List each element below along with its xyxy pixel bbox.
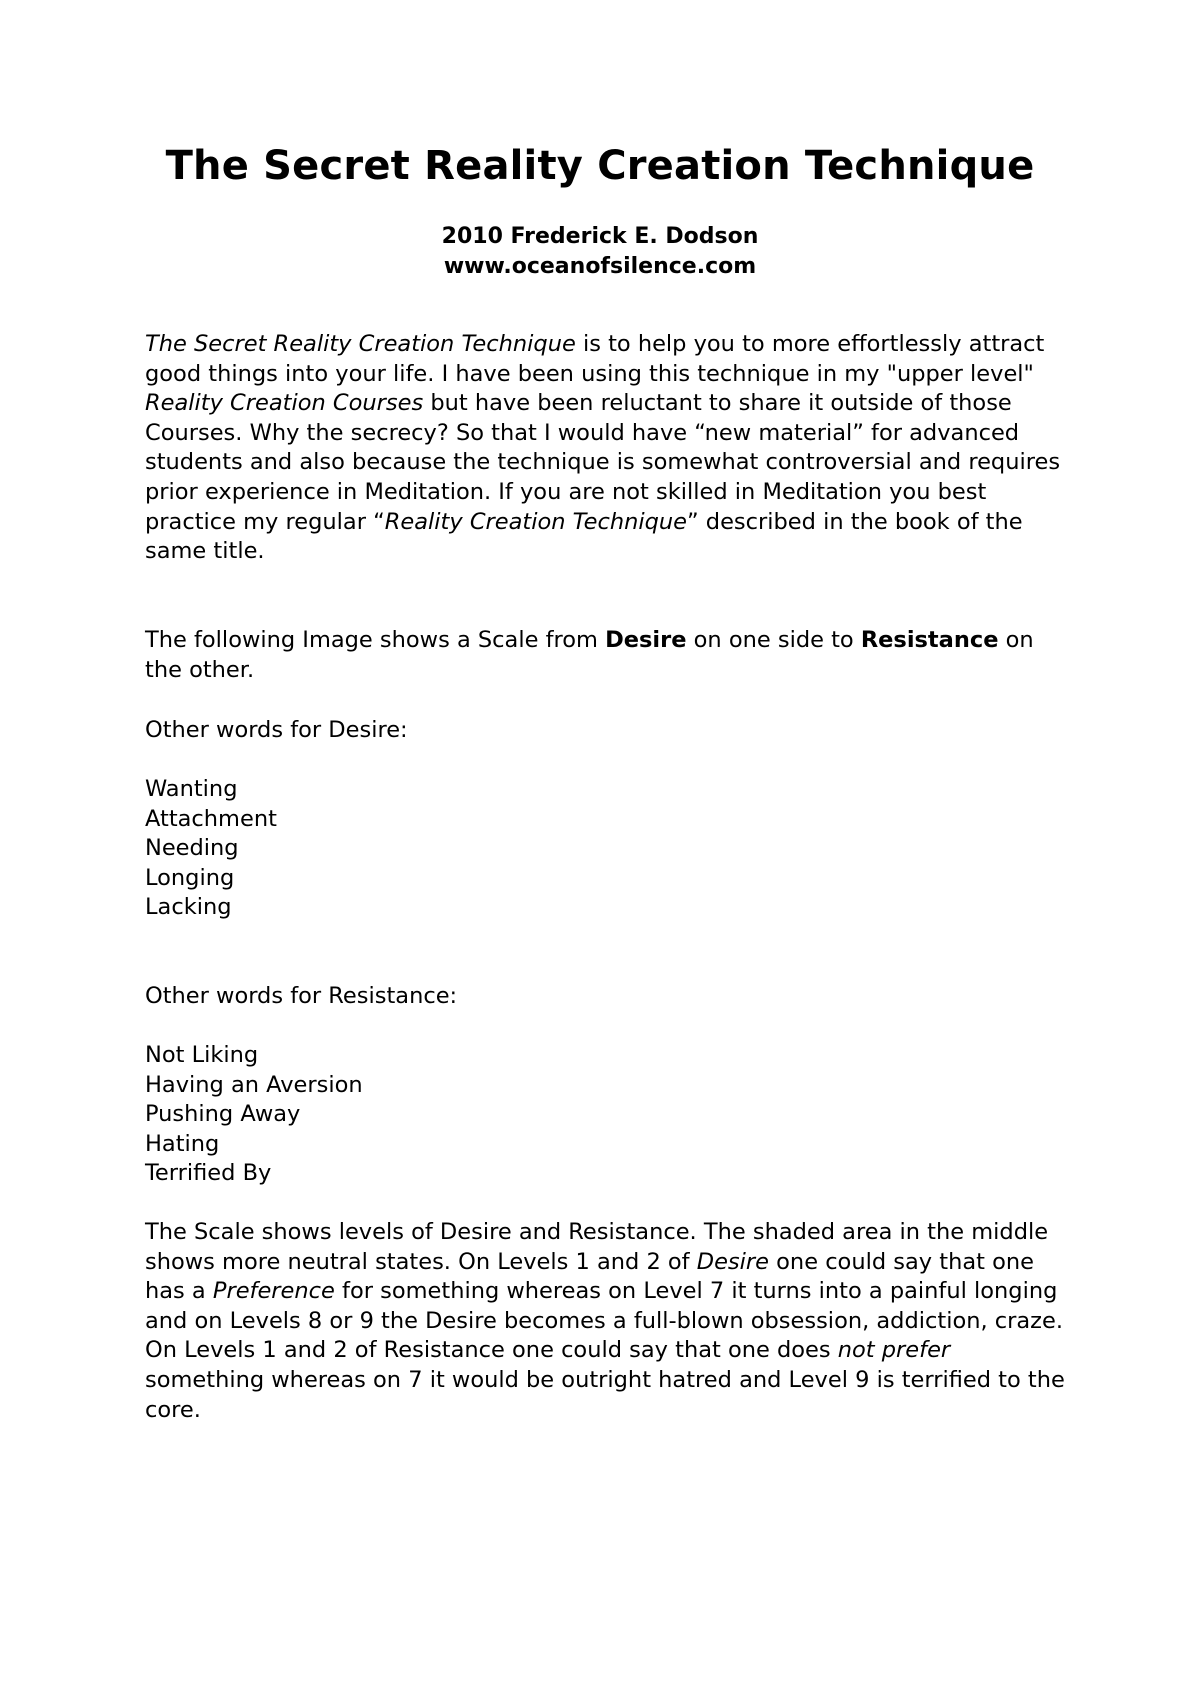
- scale-intro-bold-resistance: Resistance: [860, 627, 999, 653]
- scale-intro-bold-desire: Desire: [605, 627, 687, 653]
- list-item: Pushing Away: [145, 1101, 301, 1128]
- list-item: Attachment: [145, 805, 277, 832]
- list-item: Terrified By: [145, 1160, 272, 1187]
- intro-text-1: is to help you to more effortlessly attract good things into your life. I have been using this technique in my "upper level": [145, 331, 1045, 387]
- scale-para-text-2: one could say that one has a: [145, 1248, 1034, 1305]
- list-item: Longing: [145, 864, 235, 891]
- desire-word-list: [145, 775, 1075, 923]
- intro-text-3: ” described in the book of the same title.: [145, 508, 1023, 565]
- list-item: Having an Aversion: [145, 1071, 363, 1098]
- intro-paragraph: [145, 330, 1075, 567]
- scale-para-italic-preference: Preference: [212, 1278, 335, 1305]
- list-item: Lacking: [145, 894, 232, 921]
- scale-explanation-paragraph: [145, 1218, 1075, 1425]
- intro-italic-courses: Reality Creation Courses: [145, 390, 424, 417]
- list-item: Not Liking: [145, 1042, 259, 1068]
- scale-intro-paragraph: [145, 626, 1075, 685]
- list-item: Hating: [145, 1130, 220, 1157]
- byline: [0, 222, 1200, 282]
- resistance-word-list: [145, 1041, 1075, 1189]
- scale-para-italic-not-prefer: not prefer: [837, 1337, 951, 1364]
- desire-heading: Other words for Desire:: [145, 717, 408, 743]
- scale-para-text-1: The Scale shows levels of Desire and Resistance. The shaded area in the middle shows more neutral states. On Levels 1 and 2 of: [145, 1219, 1049, 1275]
- intro-text-2: but have been reluctant to share it outside of those Courses. Why the secrecy? So that I would have “new material” for advanced students and also because the technique is somewhat controversial and requires prior experience in Meditation. If you are not skilled in Meditation you best practice my regular “: [145, 390, 1061, 535]
- list-item: Wanting: [145, 776, 238, 802]
- scale-intro-text-3: on the other.: [145, 627, 1034, 683]
- scale-para-text-3: for something whereas on Level 7 it turns into a painful longing and on Levels 8 or 9 the Desire becomes a full-blown obsession, addiction, craze. On Levels 1 and 2 of Resistance one could say that one does: [145, 1278, 1063, 1364]
- page-title: The Secret Reality Creation Technique: [165, 143, 1035, 189]
- intro-italic-technique: Reality Creation Technique: [384, 508, 687, 535]
- scale-intro-text-1: The following Image shows a Scale from: [145, 627, 606, 653]
- scale-intro-text-2: on one side to: [686, 627, 861, 653]
- scale-para-text-4: something whereas on 7 it would be outright hatred and Level 9 is terrified to the core.: [145, 1366, 1065, 1423]
- author-line: 2010 Frederick E. Dodson: [441, 224, 759, 249]
- intro-italic-title: The Secret Reality Creation Technique: [145, 331, 576, 357]
- resistance-heading: Other words for Resistance:: [145, 983, 458, 1009]
- list-item: Needing: [145, 835, 239, 862]
- scale-para-italic-desire: Desire: [696, 1248, 770, 1275]
- website-link[interactable]: www.oceanofsilence.com: [443, 254, 757, 279]
